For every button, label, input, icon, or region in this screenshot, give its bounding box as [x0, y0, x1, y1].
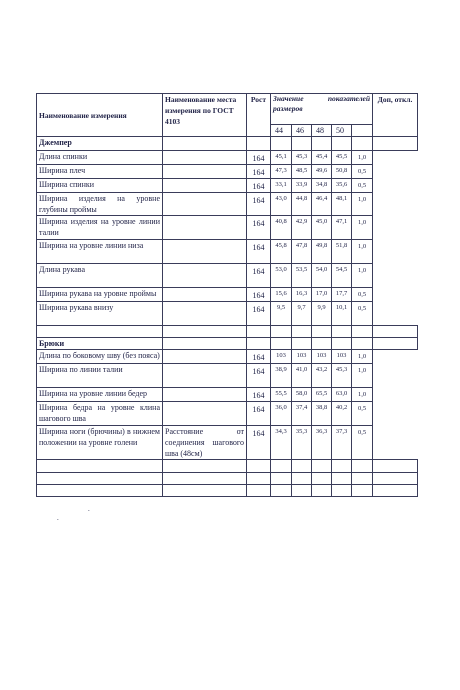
measurement-value: 65,5: [312, 388, 332, 402]
header-rost: Рост: [247, 94, 271, 137]
empty-cell: [271, 137, 292, 151]
empty-cell: [247, 485, 271, 497]
measurement-sheet: [36, 93, 417, 497]
measurement-rost: 164: [247, 264, 271, 288]
measurement-place: [163, 388, 247, 402]
measurement-place: [163, 216, 247, 240]
table-row: [37, 302, 418, 326]
empty-cell: [332, 473, 352, 485]
measurement-value: 53,5: [292, 264, 312, 288]
measurement-value: 50,8: [332, 165, 352, 179]
measurement-value: 16,3: [292, 288, 312, 302]
empty-cell: [373, 460, 418, 473]
measurement-rost: 164: [247, 302, 271, 326]
measurement-value: 45,5: [332, 151, 352, 165]
empty-cell: [352, 338, 373, 350]
header-dop: Доп, откл.: [373, 94, 418, 137]
empty-cell: [247, 338, 271, 350]
size-empty: [352, 125, 373, 137]
empty-row: [37, 460, 418, 473]
empty-cell: [271, 326, 292, 338]
size-50: 50: [332, 125, 352, 137]
empty-cell: [292, 485, 312, 497]
measurement-value: 38,9: [271, 364, 292, 388]
measurement-value: 49,6: [312, 165, 332, 179]
table-row: [37, 193, 418, 216]
empty-cell: [373, 473, 418, 485]
measurement-value: 35,3: [292, 426, 312, 460]
measurement-place: [163, 165, 247, 179]
empty-cell: [312, 460, 332, 473]
empty-cell: [332, 137, 352, 151]
measurement-value: 9,9: [312, 302, 332, 326]
measurement-value: 45,0: [312, 216, 332, 240]
empty-cell: [163, 473, 247, 485]
measurement-value: 46,4: [312, 193, 332, 216]
measurement-dop: 0,5: [352, 426, 373, 460]
empty-cell: [332, 460, 352, 473]
measurement-value: 51,8: [332, 240, 352, 264]
measurement-name: Ширина изделия на уровне линии талии: [37, 216, 163, 240]
empty-cell: [292, 137, 312, 151]
measurement-rost: 164: [247, 193, 271, 216]
measurement-place: [163, 151, 247, 165]
measurement-name: Ширина спинки: [37, 179, 163, 193]
measurement-value: 33,1: [271, 179, 292, 193]
empty-cell: [37, 485, 163, 497]
table-row: [37, 426, 418, 460]
header-row: [37, 94, 418, 125]
empty-cell: [352, 460, 373, 473]
measurement-place: [163, 264, 247, 288]
measurement-rost: 164: [247, 426, 271, 460]
empty-cell: [352, 137, 373, 151]
measurement-dop: 0,5: [352, 288, 373, 302]
measurement-value: 43,0: [271, 193, 292, 216]
measurement-value: 9,7: [292, 302, 312, 326]
measurement-value: 40,8: [271, 216, 292, 240]
measurement-place: [163, 350, 247, 364]
empty-cell: [163, 326, 247, 338]
measurement-dop: 1,0: [352, 264, 373, 288]
measurement-value: 47,1: [332, 216, 352, 240]
table-row: [37, 216, 418, 240]
empty-cell: [163, 137, 247, 151]
measurement-rost: 164: [247, 402, 271, 426]
measurement-value: 36,0: [271, 402, 292, 426]
empty-cell: [271, 473, 292, 485]
empty-cell: [37, 326, 163, 338]
measurement-rost: 164: [247, 165, 271, 179]
table-row: [37, 402, 418, 426]
measurement-place: [163, 240, 247, 264]
stray-mark: .: [88, 505, 90, 513]
measurement-place: [163, 179, 247, 193]
measurement-place: Расстояние от соединения шагового шва (48см): [163, 426, 247, 460]
measurement-value: 45,4: [312, 151, 332, 165]
measurement-value: 35,6: [332, 179, 352, 193]
measurement-name: Длина спинки: [37, 151, 163, 165]
measurement-value: 42,9: [292, 216, 312, 240]
measurement-table: [36, 93, 418, 497]
measurement-dop: 1,0: [352, 388, 373, 402]
measurement-rost: 164: [247, 364, 271, 388]
table-row: [37, 165, 418, 179]
measurement-rost: 164: [247, 151, 271, 165]
measurement-rost: 164: [247, 388, 271, 402]
section-title: Джемпер: [37, 137, 163, 151]
measurement-rost: 164: [247, 288, 271, 302]
measurement-value: 48,1: [332, 193, 352, 216]
measurement-value: 53,0: [271, 264, 292, 288]
measurement-rost: 164: [247, 350, 271, 364]
measurement-value: 34,3: [271, 426, 292, 460]
empty-cell: [292, 338, 312, 350]
size-48: 48: [312, 125, 332, 137]
measurement-value: 41,0: [292, 364, 312, 388]
empty-cell: [312, 137, 332, 151]
measurement-dop: 0,5: [352, 402, 373, 426]
measurement-value: 9,5: [271, 302, 292, 326]
table-row: [37, 179, 418, 193]
stray-mark: .: [57, 514, 59, 522]
header-place: Наименование места измерения по ГОСТ 4103: [163, 94, 247, 137]
measurement-value: 48,5: [292, 165, 312, 179]
measurement-dop: 0,5: [352, 165, 373, 179]
empty-cell: [332, 338, 352, 350]
measurement-name: Длина рукава: [37, 264, 163, 288]
empty-cell: [37, 460, 163, 473]
empty-cell: [312, 326, 332, 338]
measurement-dop: 1,0: [352, 216, 373, 240]
measurement-value: 45,1: [271, 151, 292, 165]
measurement-place: [163, 402, 247, 426]
empty-row: [37, 473, 418, 485]
empty-cell: [271, 485, 292, 497]
table-row: [37, 151, 418, 165]
measurement-value: 40,2: [332, 402, 352, 426]
measurement-place: [163, 364, 247, 388]
table-row: [37, 364, 418, 388]
empty-cell: [332, 485, 352, 497]
measurement-name: Длина по боковому шву (без пояса): [37, 350, 163, 364]
measurement-name: Ширина ноги (брючины) в нижнем положении на уровне голени: [37, 426, 163, 460]
empty-cell: [271, 460, 292, 473]
measurement-value: 45,8: [271, 240, 292, 264]
empty-cell: [312, 338, 332, 350]
empty-cell: [373, 137, 418, 151]
measurement-dop: 1,0: [352, 364, 373, 388]
measurement-value: 17,7: [332, 288, 352, 302]
measurement-value: 55,5: [271, 388, 292, 402]
measurement-value: 49,8: [312, 240, 332, 264]
measurement-value: 15,6: [271, 288, 292, 302]
measurement-value: 63,0: [332, 388, 352, 402]
measurement-value: 17,0: [312, 288, 332, 302]
measurement-rost: 164: [247, 179, 271, 193]
measurement-dop: 1,0: [352, 240, 373, 264]
measurement-value: 103: [332, 350, 352, 364]
empty-cell: [352, 473, 373, 485]
measurement-value: 36,3: [312, 426, 332, 460]
empty-cell: [247, 473, 271, 485]
empty-cell: [312, 485, 332, 497]
measurement-value: 10,1: [332, 302, 352, 326]
measurement-name: Ширина по линии талии: [37, 364, 163, 388]
empty-cell: [373, 485, 418, 497]
measurement-value: 45,3: [332, 364, 352, 388]
table-row: [37, 388, 418, 402]
empty-cell: [292, 460, 312, 473]
size-44: 44: [271, 125, 292, 137]
measurement-value: 54,0: [312, 264, 332, 288]
measurement-dop: 1,0: [352, 151, 373, 165]
measurement-value: 45,3: [292, 151, 312, 165]
measurement-place: [163, 302, 247, 326]
empty-cell: [373, 338, 418, 350]
measurement-name: Ширина изделия на уровне глубины проймы: [37, 193, 163, 216]
measurement-value: 54,5: [332, 264, 352, 288]
table-row: [37, 240, 418, 264]
empty-cell: [163, 460, 247, 473]
empty-cell: [271, 338, 292, 350]
header-values: Значение показателей размеров: [271, 94, 373, 125]
measurement-value: 34,8: [312, 179, 332, 193]
measurement-dop: 1,0: [352, 350, 373, 364]
empty-cell: [332, 326, 352, 338]
measurement-place: [163, 193, 247, 216]
measurement-value: 37,3: [332, 426, 352, 460]
empty-row: [37, 485, 418, 497]
measurement-value: 103: [312, 350, 332, 364]
empty-cell: [163, 338, 247, 350]
measurement-value: 47,8: [292, 240, 312, 264]
table-row: [37, 288, 418, 302]
section-row: [37, 338, 418, 350]
size-46: 46: [292, 125, 312, 137]
measurement-value: 103: [292, 350, 312, 364]
measurement-value: 47,3: [271, 165, 292, 179]
empty-cell: [247, 460, 271, 473]
measurement-name: Ширина плеч: [37, 165, 163, 179]
measurement-dop: 1,0: [352, 193, 373, 216]
measurement-name: Ширина на уровне линии низа: [37, 240, 163, 264]
header-name: Наименование измерения: [37, 94, 163, 137]
measurement-value: 37,4: [292, 402, 312, 426]
section-title: Брюки: [37, 338, 163, 350]
empty-cell: [373, 326, 418, 338]
measurement-value: 58,0: [292, 388, 312, 402]
section-row: [37, 137, 418, 151]
empty-cell: [37, 473, 163, 485]
empty-cell: [292, 326, 312, 338]
measurement-value: 44,8: [292, 193, 312, 216]
empty-cell: [163, 485, 247, 497]
empty-cell: [352, 326, 373, 338]
table-row: [37, 264, 418, 288]
empty-cell: [352, 485, 373, 497]
measurement-name: Ширина на уровне линии бедер: [37, 388, 163, 402]
measurement-name: Ширина рукава на уровне проймы: [37, 288, 163, 302]
measurement-value: 33,9: [292, 179, 312, 193]
empty-cell: [247, 326, 271, 338]
empty-cell: [247, 137, 271, 151]
measurement-rost: 164: [247, 216, 271, 240]
measurement-value: 43,2: [312, 364, 332, 388]
empty-cell: [292, 473, 312, 485]
measurement-rost: 164: [247, 240, 271, 264]
measurement-name: Ширина рукава внизу: [37, 302, 163, 326]
measurement-dop: 0,5: [352, 179, 373, 193]
measurement-value: 103: [271, 350, 292, 364]
measurement-value: 38,8: [312, 402, 332, 426]
empty-cell: [312, 473, 332, 485]
measurement-place: [163, 288, 247, 302]
measurement-dop: 0,5: [352, 302, 373, 326]
measurement-name: Ширина бедра на уровне клина шагового шва: [37, 402, 163, 426]
empty-row: [37, 326, 418, 338]
table-row: [37, 350, 418, 364]
